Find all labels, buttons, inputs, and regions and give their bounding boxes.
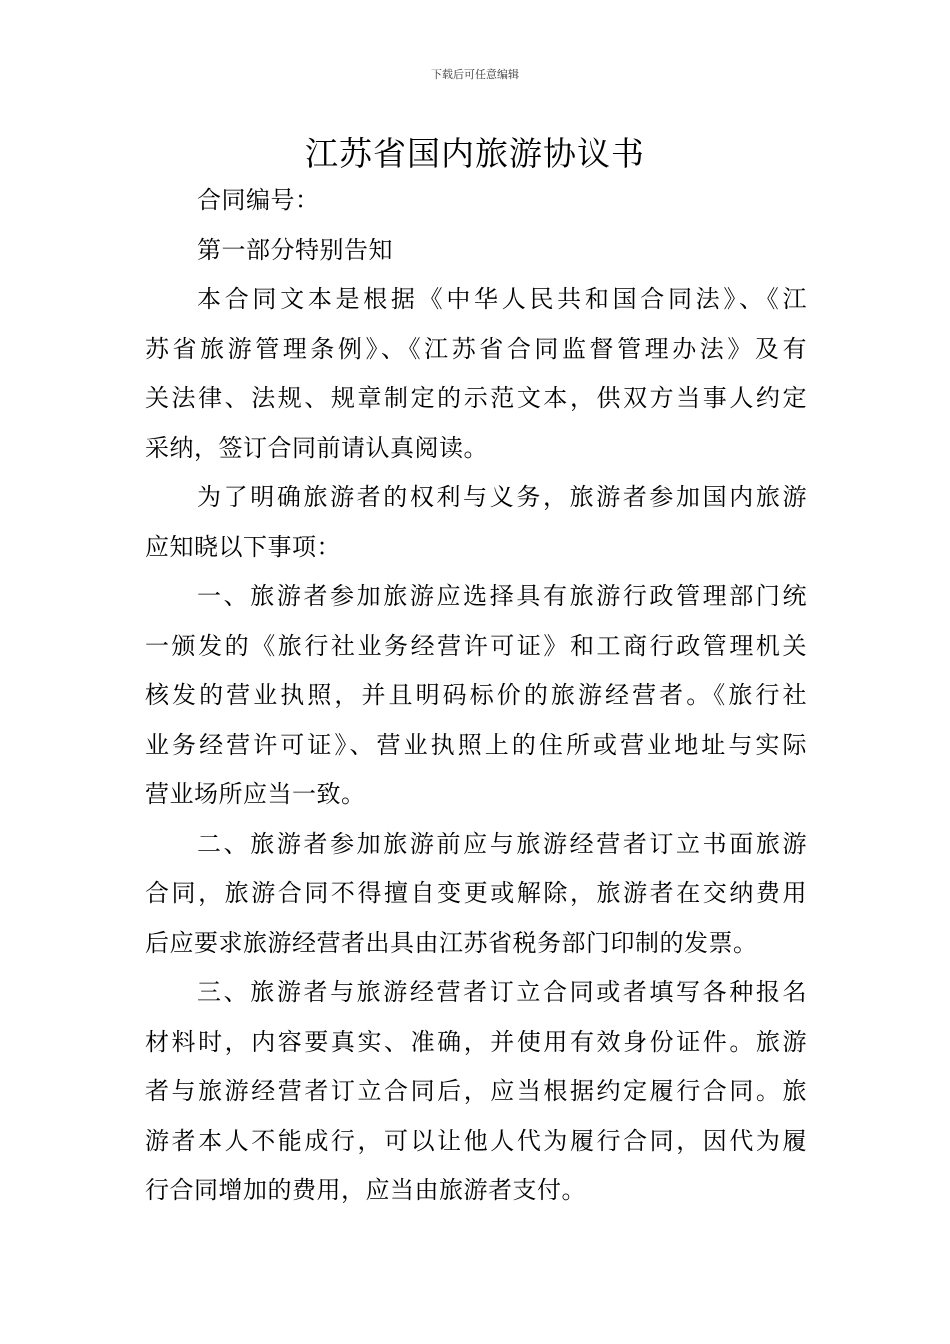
purpose-paragraph xyxy=(145,473,807,572)
paragraph-line: 营业场所应当一致。 xyxy=(145,780,366,808)
document-body xyxy=(145,176,807,1216)
paragraph-line: 者与旅游经营者订立合同后，应当根据约定履行合同。旅 xyxy=(145,1077,807,1105)
header-note: 下载后可任意编辑 xyxy=(431,68,519,81)
paragraph-line: 后应要求旅游经营者出具由江苏省税务部门印制的发票。 xyxy=(145,928,758,957)
item-2-paragraph xyxy=(145,820,807,969)
contract-number-label: 合同编号： xyxy=(197,186,320,214)
section-heading: 第一部分特别告知 xyxy=(197,235,393,264)
item-3-paragraph xyxy=(145,968,807,1216)
paragraph-line: 应知晓以下事项： xyxy=(145,532,341,561)
paragraph-line: 业务经营许可证》、营业执照上的住所或营业地址与实际 xyxy=(145,730,807,759)
paragraph-line: 行合同增加的费用，应当由旅游者支付。 xyxy=(145,1176,586,1204)
paragraph-line: 二、旅游者参加旅游前应与旅游经营者订立书面旅游 xyxy=(197,829,807,858)
paragraph-line: 三、旅游者与旅游经营者订立合同或者填写各种报名 xyxy=(197,978,807,1006)
paragraph-line: 一、旅游者参加旅游应选择具有旅游行政管理部门统 xyxy=(197,582,807,610)
paragraph-line: 合同，旅游合同不得擅自变更或解除，旅游者在交纳费用 xyxy=(145,879,807,907)
paragraph-line: 苏省旅游管理条例》、《江苏省合同监督管理办法》及有 xyxy=(145,334,807,363)
paragraph-line: 游者本人不能成行，可以让他人代为履行合同，因代为履 xyxy=(145,1126,807,1155)
paragraph-list xyxy=(145,275,807,1216)
item-1-paragraph xyxy=(145,572,807,820)
paragraph-line: 关法律、法规、规章制定的示范文本，供双方当事人约定 xyxy=(145,384,807,412)
intro-paragraph xyxy=(145,275,807,473)
paragraph-line: 本合同文本是根据《中华人民共和国合同法》、《江 xyxy=(197,285,807,313)
paragraph-line: 材料时，内容要真实、准确，并使用有效身份证件。旅游 xyxy=(145,1027,807,1056)
paragraph-line: 一颁发的《旅行社业务经营许可证》和工商行政管理机关 xyxy=(145,631,807,660)
paragraph-line: 采纳，签订合同前请认真阅读。 xyxy=(145,433,488,462)
document-title: 江苏省国内旅游协议书 xyxy=(305,134,645,173)
paragraph-line: 核发的营业执照，并且明码标价的旅游经营者。《旅行社 xyxy=(145,681,807,709)
paragraph-line: 为了明确旅游者的权利与义务，旅游者参加国内旅游 xyxy=(197,483,807,511)
